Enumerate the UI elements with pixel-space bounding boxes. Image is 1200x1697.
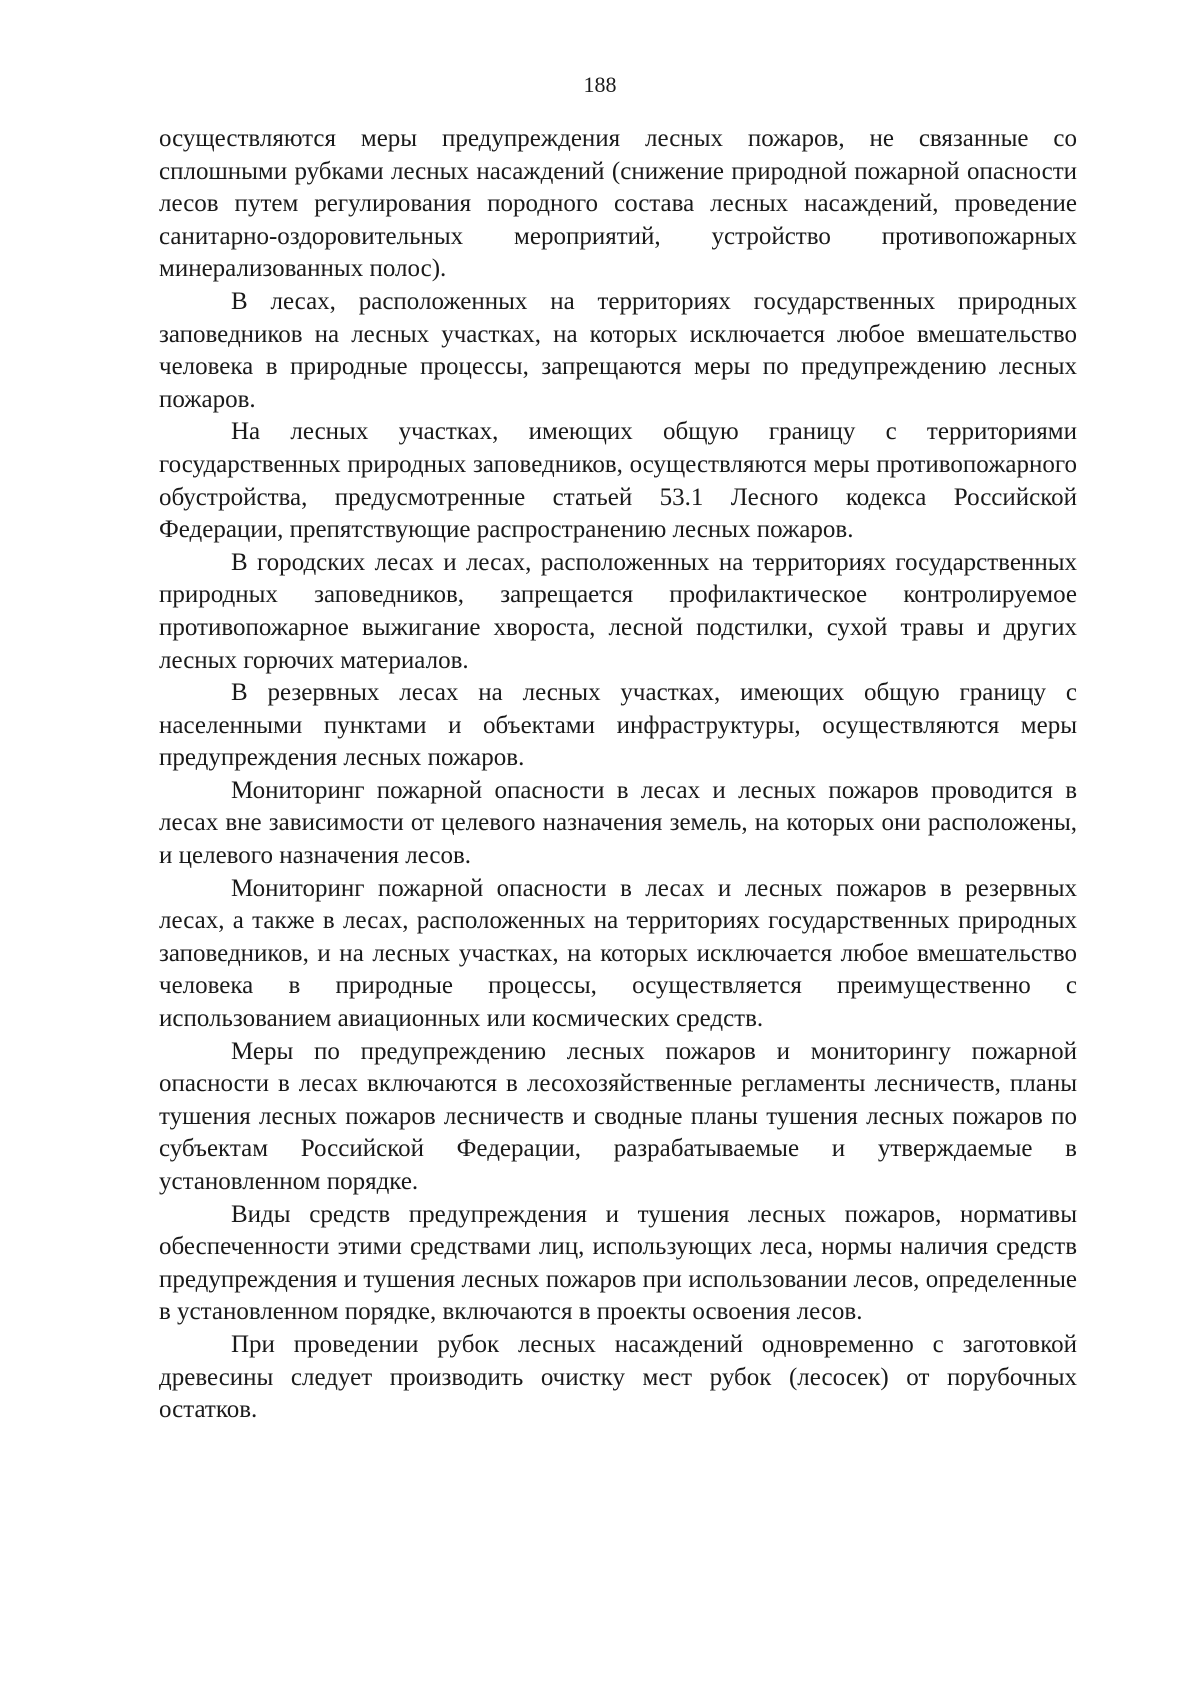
paragraph-continuation: осуществляются меры предупреждения лесных пожаров, не связанные со сплошными рубками лесных насаждений (снижение природной пожарной опасности лесов путем регулирования породного состава лесных насаждений, проведение санитарно-оздоровительных мероприятий, устройство противопожарных минерализованных полос). — [159, 125, 1077, 283]
paragraph: Мониторинг пожарной опасности в лесах и лесных пожаров в резервных лесах, а также в лесах, расположенных на территориях государственных природных заповедников, и на лесных участках, на которых исключается любое вмешательство человека в природные процессы, осуществляется преимущественно с использованием авиационных или космических средств. — [159, 874, 1077, 1033]
paragraph: На лесных участках, имеющих общую границу с территориями государственных природных заповедников, осуществляются меры противопожарного обустройства, предусмотренные статьей 53.1 Лесного кодекса Российской Федерации, препятствующие распространению лесных пожаров. — [159, 418, 1077, 544]
paragraph: Мониторинг пожарной опасности в лесах и лесных пожаров проводится в лесах вне зависимости от целевого назначения земель, на которых они расположены, и целевого назначения лесов. — [159, 776, 1077, 870]
paragraph: Виды средств предупреждения и тушения лесных пожаров, нормативы обеспеченности этими средствами лиц, использующих леса, нормы наличия средств предупреждения и тушения лесных пожаров при использовании лесов, определенные в установленном порядке, включаются в проекты освоения лесов. — [159, 1200, 1077, 1326]
page-number: 188 — [583, 72, 617, 97]
paragraph: В городских лесах и лесах, расположенных на территориях государственных природных заповедников, запрещается профилактическое контролируемое противопожарное выжигание хвороста, лесной подстилки, сухой травы и других лесных горючих материалов. — [159, 548, 1077, 674]
paragraph: При проведении рубок лесных насаждений одновременно с заготовкой древесины следует производить очистку мест рубок (лесосек) от порубочных остатков. — [159, 1330, 1077, 1424]
paragraph: В лесах, расположенных на территориях государственных природных заповедников на лесных участках, на которых исключается любое вмешательство человека в природные процессы, запрещаются меры по предупреждению лесных пожаров. — [159, 287, 1077, 413]
document-body — [159, 123, 1077, 1427]
paragraph: Меры по предупреждению лесных пожаров и мониторингу пожарной опасности в лесах включаются в лесохозяйственные регламенты лесничеств, планы тушения лесных пожаров лесничеств и сводные планы тушения лесных пожаров по субъектам Российской Федерации, разрабатываемые и утверждаемые в установленном порядке. — [159, 1037, 1077, 1195]
paragraph: В резервных лесах на лесных участках, имеющих общую границу с населенными пунктами и объектами инфраструктуры, осуществляются меры предупреждения лесных пожаров. — [159, 679, 1077, 772]
